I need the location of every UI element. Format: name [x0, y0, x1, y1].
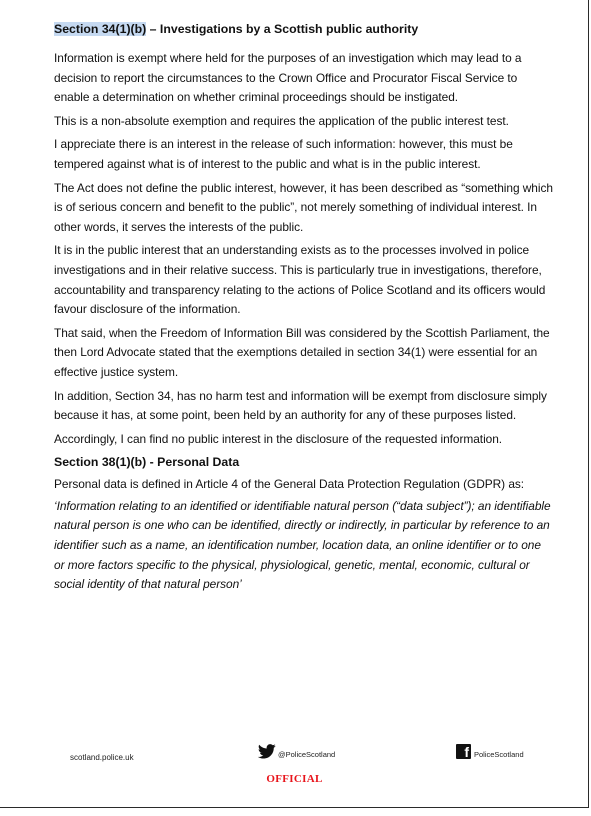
paragraph: Accordingly, I can find no public interest in the disclosure of the requested information. [54, 431, 503, 446]
twitter-handle: @PoliceScotland [278, 750, 336, 759]
facebook-link[interactable] [456, 744, 524, 759]
gdpr-intro: Personal data is defined in Article 4 of the General Data Protection Regulation (GDPR) as: [54, 477, 525, 492]
paragraph: I appreciate there is an interest in the release of such information: however, this must be tempered against what is of interest to the public and what is in the public interest. [54, 137, 513, 171]
paragraph: Information is exempt where held for the purposes of an investigation which may lead to a decision to report the circumstances to the Crown Office and Procurator Fiscal Service to enable a determination on whether criminal proceedings should be instigated. [54, 51, 522, 105]
page-footer [0, 744, 589, 794]
paragraph: In addition, Section 34, has no harm test and information will be exempt from disclosure simply because it has, at some point, been held by an authority for any of these purposes listed. [54, 388, 547, 423]
official-marking: OFFICIAL [266, 773, 323, 785]
document-body [54, 20, 554, 595]
website-link[interactable]: scotland.police.uk [70, 753, 134, 762]
section-38-heading: Section 38(1)(b) - Personal Data [54, 455, 240, 470]
gdpr-quote: ‘Information relating to an identified or identifiable natural person (“data subject”); an identifiable natural person is one who can be identified, directly or indirectly, in particular by reference to an identifier such as a name, an identification number, location data, an online identifier or to one or more factors specific to the physical, physiological, genetic, mental, economic, cultural or social identity of that natural person’ [54, 498, 551, 592]
twitter-link[interactable] [258, 744, 335, 759]
facebook-handle: PoliceScotland [474, 750, 524, 759]
twitter-bird-icon [258, 744, 276, 759]
section-34-heading [54, 20, 554, 38]
selected-text-highlight[interactable]: Section 34(1)(b) [54, 22, 147, 36]
paragraph: It is in the public interest that an understanding exists as to the processes involved in police investigations and in their relative success. This is particularly true in investigations, therefore, accountability and transparency relating to the actions of Police Scotland and its officers would favour disclosure of the information. [54, 243, 546, 317]
paragraph: The Act does not define the public interest, however, it has been described as “something which is of serious concern and benefit to the public”, not merely something of individual interest. In other words, it serves the interests of the public. [54, 180, 553, 234]
facebook-f-icon: f [456, 744, 471, 759]
section-34-heading-rest: – Investigations by a Scottish public authority [146, 22, 419, 36]
paragraph: That said, when the Freedom of Information Bill was considered by the Scottish Parliament, the then Lord Advocate stated that the exemptions detailed in section 34(1) were essential for an effective justice system. [54, 325, 550, 379]
paragraph: This is a non-absolute exemption and requires the application of the public interest test. [54, 113, 509, 128]
